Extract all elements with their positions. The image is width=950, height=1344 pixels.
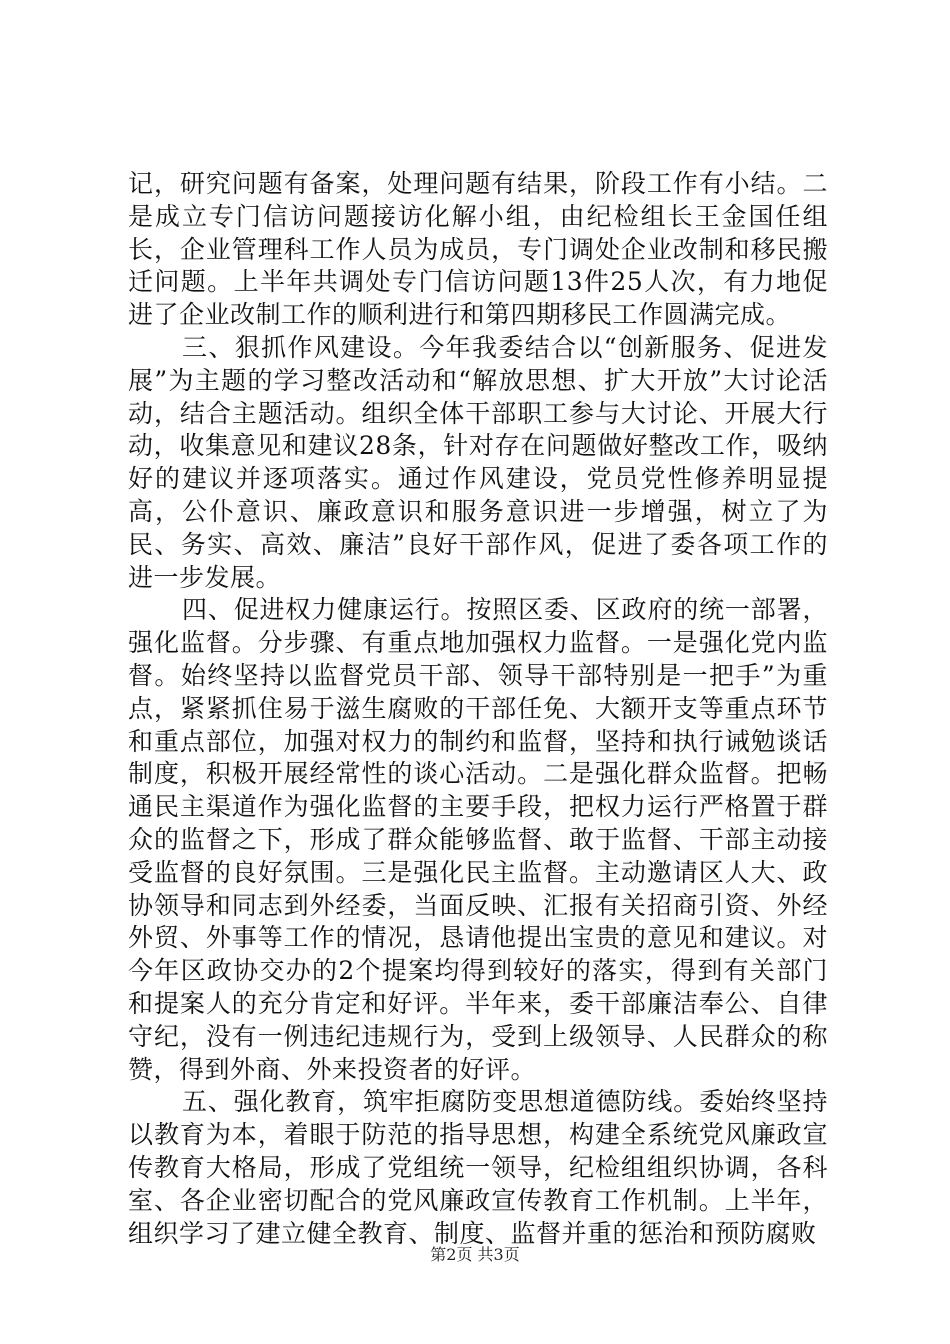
paragraph-4: 五、强化教育，筑牢拒腐防变思想道德防线。委始终坚持以教育为本，着眼于防范的指导思想，构建全系统党风廉政宣传教育大格局，形成了党组统一领导，纪检组组织协调，各科室、各企业密切配合的党风廉政宣传教育工作机制。上半年，组织学习了建立健全教育、制度、监督并重的惩治和预防腐败 [128, 1087, 828, 1248]
document-body [128, 168, 828, 1250]
paragraph-2: 三、狠抓作风建设。今年我委结合以“创新服务、促进发展”为主题的学习整改活动和“解放思想、扩大开放”大讨论活动，结合主题活动。组织全体干部职工参与大讨论、开展大行动，收集意见和建议28条，针对存在问题做好整改工作，吸纳好的建议并逐项落实。通过作风建设，党员党性修养明显提高，公仆意识、廉政意识和服务意识进一步增强，树立了为民、务实、高效、廉洁”良好干部作风，促进了委各项工作的进一步发展。 [128, 332, 828, 592]
page-footer [0, 1245, 950, 1265]
page-number: 第2页 共3页 [430, 1245, 520, 1264]
paragraph-3: 四、促进权力健康运行。按照区委、区政府的统一部署，强化监督。分步骤、有重点地加强权力监督。一是强化党内监督。始终坚持以监督党员干部、领导干部特别是一把手”为重点，紧紧抓住易于滋生腐败的干部任免、大额开支等重点环节和重点部位，加强对权力的制约和监督，坚持和执行诫勉谈话制度，积极开展经常性的谈心活动。二是强化群众监督。把畅通民主渠道作为强化监督的主要手段，把权力运行严格置于群众的监督之下，形成了群众能够监督、敢于监督、干部主动接受监督的良好氛围。三是强化民主监督。主动邀请区人大、政协领导和同志到外经委，当面反映、汇报有关招商引资、外经外贸、外事等工作的情况，恳请他提出宝贵的意见和建议。对今年区政协交办的2个提案均得到较好的落实，得到有关部门和提案人的充分肯定和好评。半年来，委干部廉洁奉公、自律守纪，没有一例违纪违规行为，受到上级领导、人民群众的称赞，得到外商、外来投资者的好评。 [128, 595, 828, 1084]
paragraph-1: 记，研究问题有备案，处理问题有结果，阶段工作有小结。二是成立专门信访问题接访化解小组，由纪检组长王金国任组长，企业管理科工作人员为成员，专门调处企业改制和移民搬迁问题。上半年共调处专门信访问题13件25人次，有力地促进了企业改制工作的顺利进行和第四期移民工作圆满完成。 [128, 169, 828, 330]
